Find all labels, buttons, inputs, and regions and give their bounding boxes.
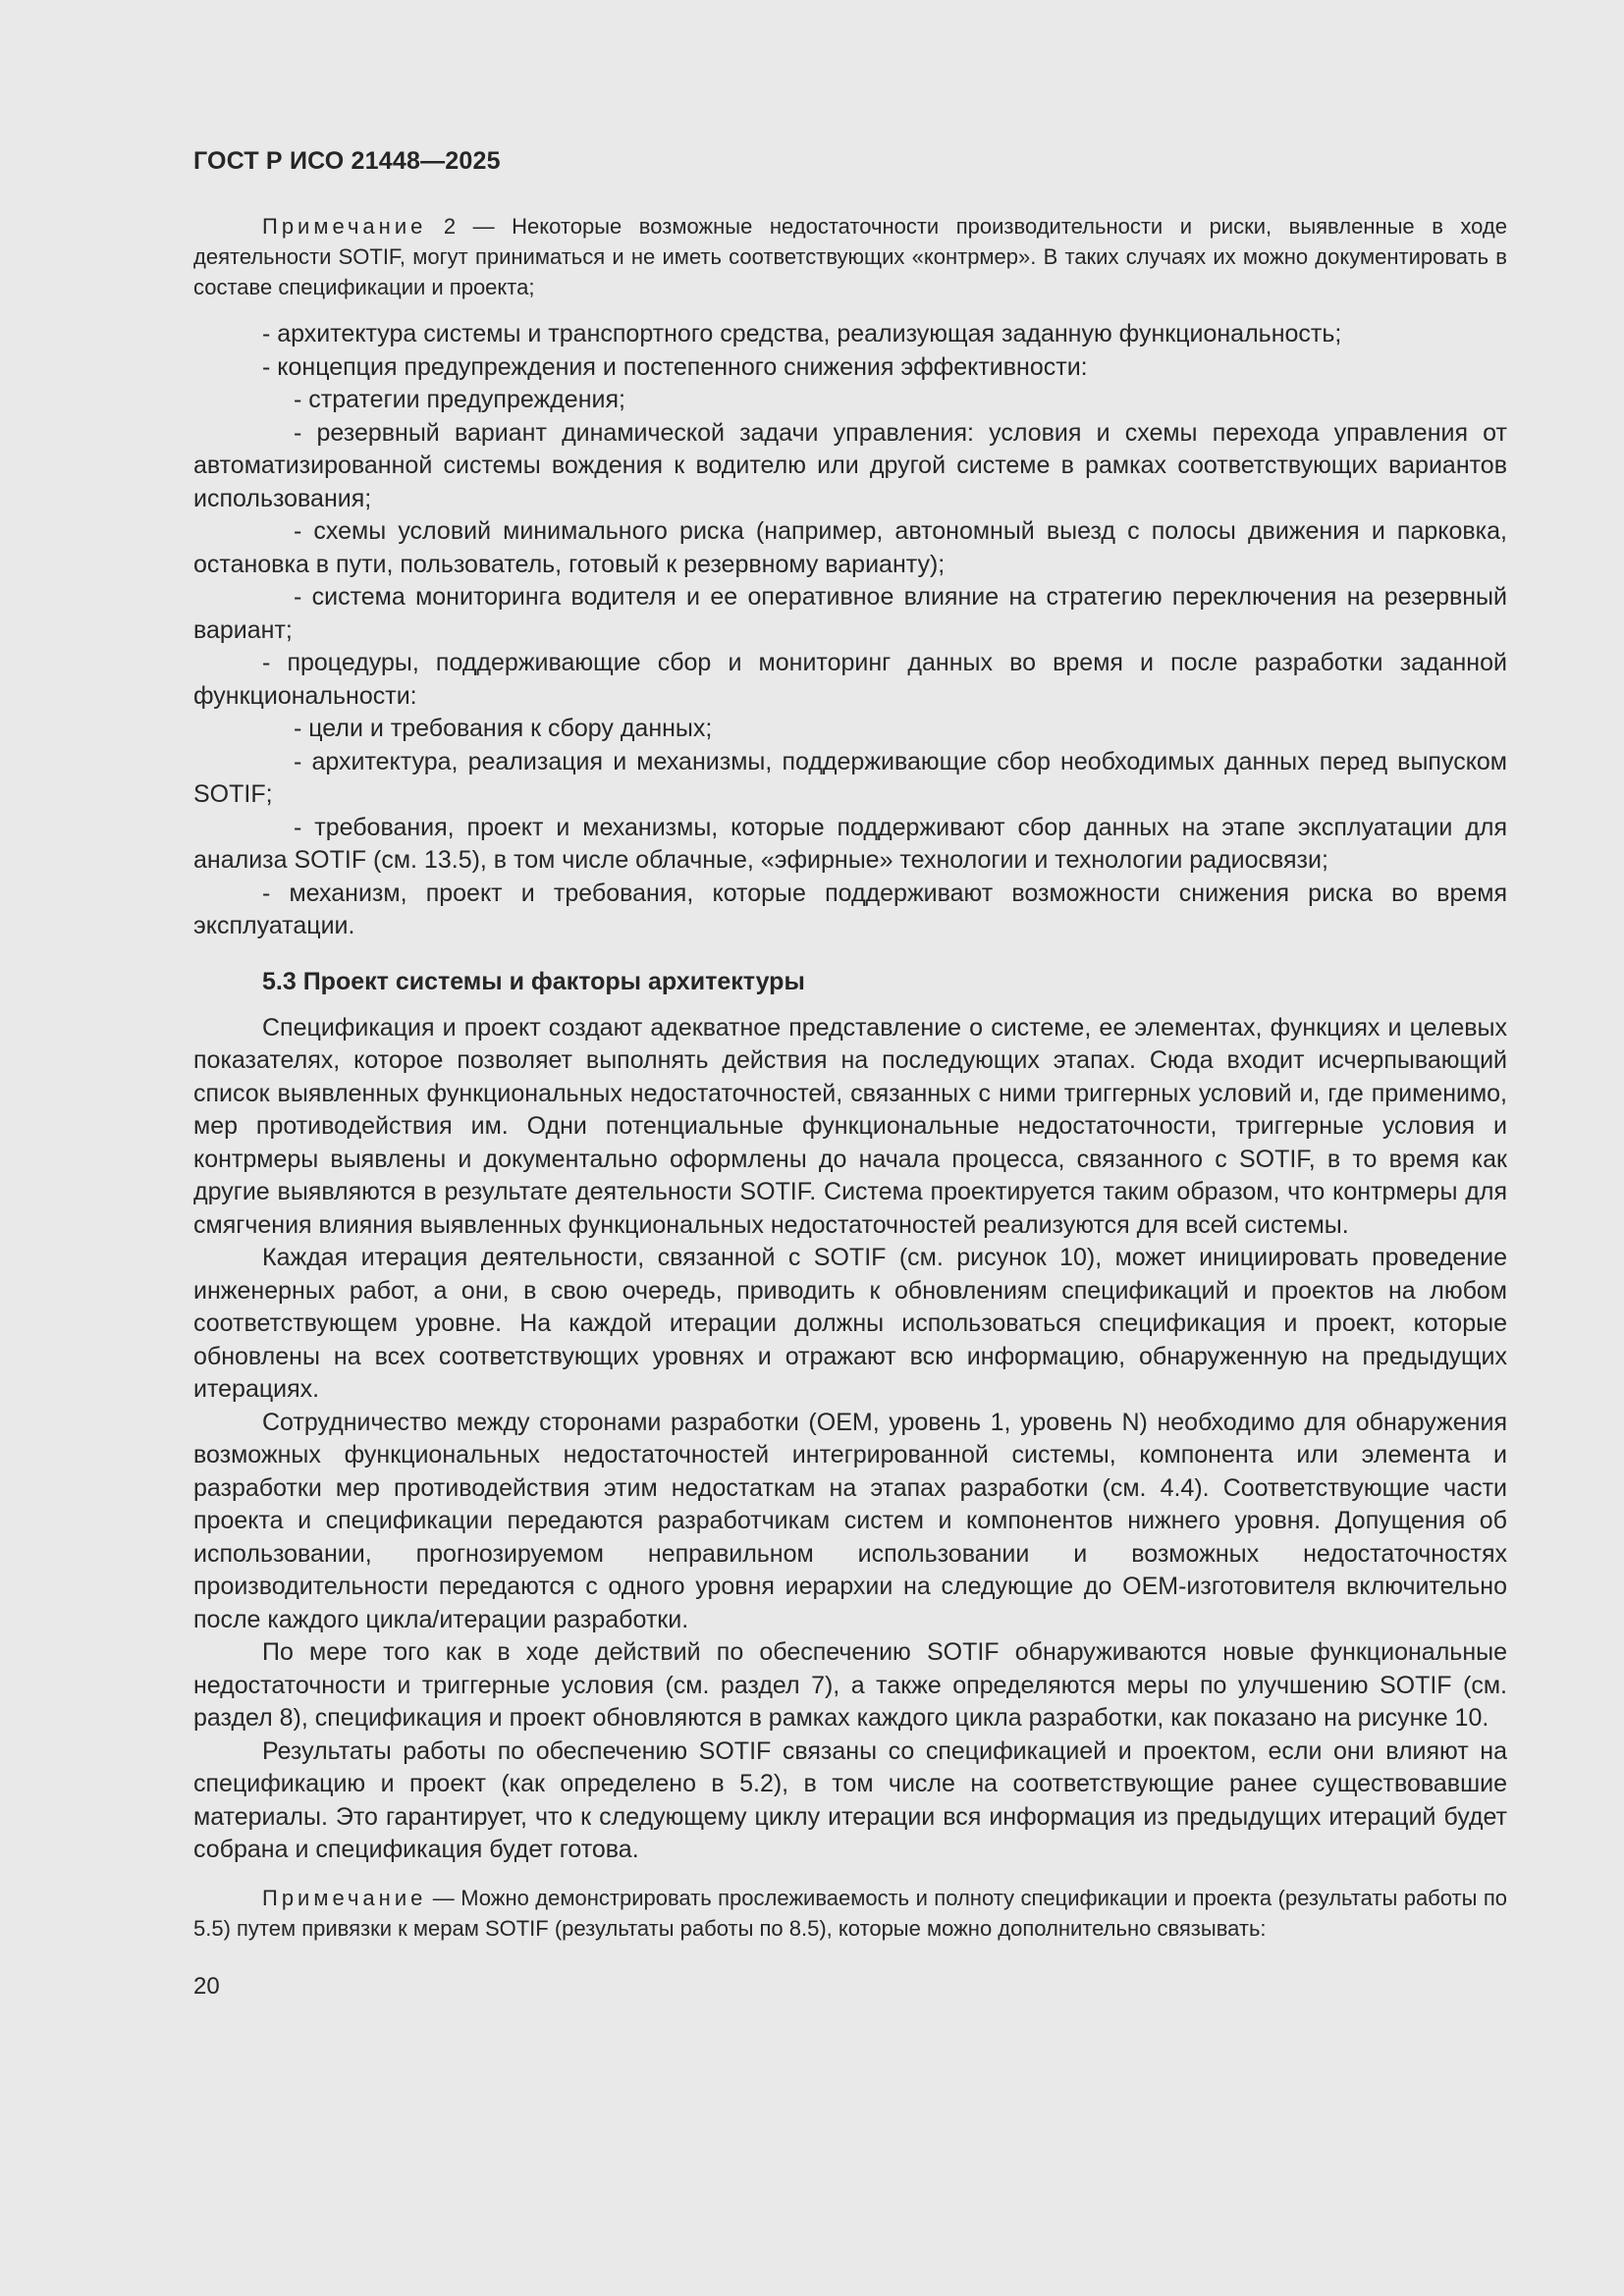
list-item: - схемы условий минимального риска (например, автономный выезд с полосы движения и парковка, остановка в пути, пользователь, готовый к резервному варианту); — [193, 517, 1507, 578]
paragraph: Каждая итерация деятельности, связанной с SOTIF (см. рисунок 10), может инициировать проведение инженерных работ, а они, в свою очередь, приводить к обновлениям спецификаций и проектов на любом соответствующем уровне. На каждой итерации должны использоваться спецификация и проект, которые обновлены на всех соответствующих уровнях и отражают всю информацию, обнаруженную на предыдущих итерациях. — [193, 1244, 1507, 1403]
note-label: Примечание — [262, 214, 427, 239]
list-item: - механизм, проект и требования, которые поддерживают возможности снижения риска во время эксплуатации. — [193, 879, 1507, 939]
list-item: - требования, проект и механизмы, которые поддерживают сбор данных на этапе эксплуатации для анализа SOTIF (см. 13.5), в том числе облачные, «эфирные» технологии и технологии радиосвязи; — [193, 813, 1507, 874]
note-label: Примечание — [262, 1885, 427, 1910]
note-text: — Можно демонстрировать прослеживаемость и полноту спецификации и проекта (результаты работы по 5.5) путем привязки к мерам SOTIF (результаты работы по 8.5), которые можно дополнительно связывать: — [193, 1885, 1507, 1941]
document-header: ГОСТ Р ИСО 21448—2025 — [193, 147, 501, 175]
section-body — [193, 1012, 1507, 1867]
paragraph: Сотрудничество между сторонами разработки (OEM, уровень 1, уровень N) необходимо для обнаружения возможных функциональных недостаточностей интегрированной системы, компонента или элемента и разработки мер противодействия этим недостаткам на этапах разработки (см. 4.4). Соответствующие части проекта и спецификации передаются разработчикам систем и компонентов нижнего уровня. Допущения об использовании, прогнозируемом неправильном использовании и возможных недостаточностях производительности передаются с одного уровня иерархии на следующие до OEM-изготовителя включительно после каждого цикла/итерации разработки. — [193, 1408, 1507, 1633]
list-item: - система мониторинга водителя и ее оперативное влияние на стратегию переключения на резервный вариант; — [193, 583, 1507, 644]
list-item: - процедуры, поддерживающие сбор и мониторинг данных во время и после разработки заданной функциональности: — [193, 649, 1507, 710]
paragraph: По мере того как в ходе действий по обеспечению SOTIF обнаруживаются новые функциональные недостаточности и триггерные условия (см. раздел 7), а также определяются меры по улучшению SOTIF (см. раздел 8), спецификация и проект обновляются в рамках каждого цикла разработки, как показано на рисунке 10. — [193, 1638, 1507, 1732]
list-item: - архитектура, реализация и механизмы, поддерживающие сбор необходимых данных перед выпуском SOTIF; — [193, 747, 1507, 808]
document-page — [193, 147, 1507, 2001]
list-item: - концепция предупреждения и постепенного снижения эффективности: — [262, 352, 1088, 381]
list-item: - цели и требования к сбору данных; — [294, 715, 713, 742]
requirements-list — [193, 318, 1507, 943]
section-heading: 5.3 Проект системы и факторы архитектуры — [262, 967, 805, 995]
paragraph: Спецификация и проект создают адекватное представление о системе, ее элементах, функциях и целевых показателях, которое позволяет выполнять действия на последующих этапах. Сюда входит исчерпывающий список выявленных функциональных недостаточностей, связанных с ними триггерных условий и, где применимо, мер противодействия им. Одни потенциальные функциональные недостаточности, триггерные условия и контрмеры выявлены и документально оформлены до начала процесса, связанного с SOTIF, в то время как другие выявляются в результате деятельности SOTIF. Система проектируется таким образом, что контрмеры для смягчения влияния выявленных функциональных недостаточностей реализуются для всей системы. — [193, 1013, 1507, 1239]
note-2 — [193, 211, 1507, 302]
note-traceability — [193, 1883, 1507, 1944]
page-number: 20 — [193, 1972, 220, 2000]
paragraph: Результаты работы по обеспечению SOTIF связаны со спецификацией и проектом, если они влияют на спецификацию и проект (как определено в 5.2), в том числе на соответствующие ранее существовавшие материалы. Это гарантирует, что к следующему циклу итерации вся информация из предыдущих итераций будет собрана и спецификация будет готова. — [193, 1736, 1507, 1863]
list-item: - архитектура системы и транспортного средства, реализующая заданную функциональность; — [262, 320, 1342, 347]
note-text: 2 — Некоторые возможные недостаточности производительности и риски, выявленные в ходе деятельности SOTIF, могут приниматься и не иметь соответствующих «контрмер». В таких случаях их можно документировать в составе спецификации и проекта; — [193, 214, 1507, 299]
list-item: - резервный вариант динамической задачи управления: условия и схемы перехода управления от автоматизированной системы вождения к водителю или другой системе в рамках соответствующих вариантов использования; — [193, 418, 1507, 512]
list-item: - стратегии предупреждения; — [294, 386, 625, 413]
